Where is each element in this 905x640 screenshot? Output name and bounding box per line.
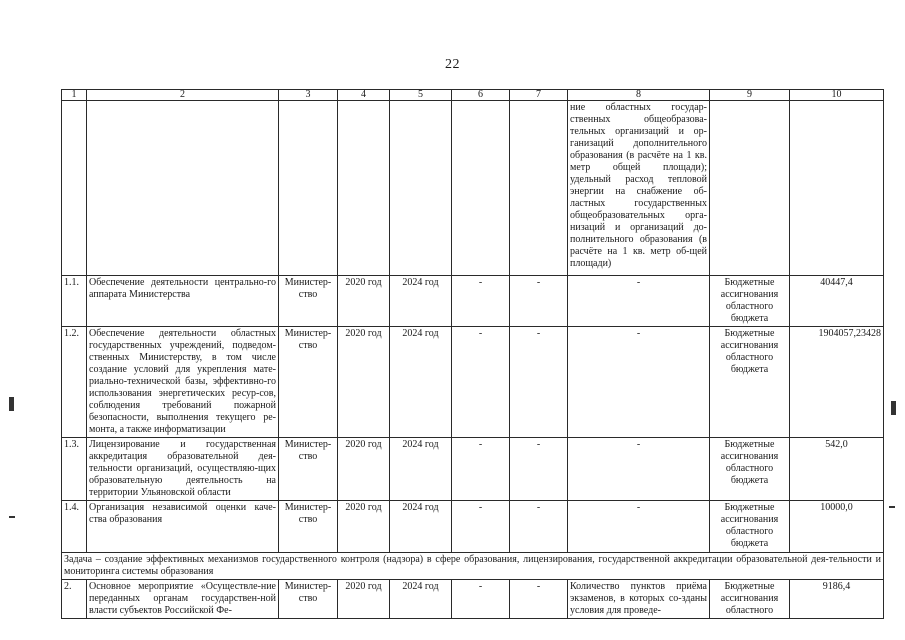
funding-source: Бюджетные ассигнования областного бюджета [710, 438, 790, 501]
indicator-cell: - [568, 327, 710, 438]
amount-cell: 40447,4 [790, 276, 884, 327]
activity-name: Основное мероприятие «Осуществле-ние переданных органам государствен-ной власти субъектов Российской Фе- [87, 580, 279, 619]
indicator-cell: - [568, 438, 710, 501]
end-year: 2024 год [390, 276, 452, 327]
row-number: 1.1. [62, 276, 87, 327]
activity-name: Обеспечение деятельности центрально-го аппарата Министерства [87, 276, 279, 327]
header-cell: 10 [790, 90, 884, 101]
row-number: 2. [62, 580, 87, 619]
header-cell: 9 [710, 90, 790, 101]
start-year: 2020 год [338, 327, 390, 438]
amount-cell: 542,0 [790, 438, 884, 501]
funding-source: Бюджетные ассигнования областного бюджета [710, 327, 790, 438]
task-text: Задача – создание эффективных механизмов государственного контроля (надзора) в сфере образования, лицензирования, государственной аккредитации образовательной дея-тельности и мониторинга системы образования [62, 553, 884, 580]
indicator-cell: ние областных государ-ственных общеобразова-тельных организаций и ор-ганизаций дополнительного образования (в расчёте на 1 кв. метр общей площади); удельный расход тепловой энергии на снабжение об-ластных государственных общеобразовательных орга-низаций и организаций до-полнительного образования (в расчёте на 1 кв. метр об-щей площади) [568, 101, 710, 276]
header-cell: 3 [279, 90, 338, 101]
executor-cell: Министер-ство [279, 501, 338, 553]
executor-cell: Министер-ство [279, 327, 338, 438]
scan-mark [891, 401, 896, 415]
start-year: 2020 год [338, 438, 390, 501]
header-cell: 8 [568, 90, 710, 101]
col7-cell: - [510, 276, 568, 327]
funding-source: Бюджетные ассигнования областного бюджета [710, 501, 790, 553]
program-table [61, 89, 884, 619]
activity-name: Лицензирование и государственная аккредитация образовательной дея-тельности организаций, осуществляю-щих образовательную деятельность на территории Ульяновской области [87, 438, 279, 501]
amount-cell: 1904057,23428 [790, 327, 884, 438]
header-cell: 5 [390, 90, 452, 101]
end-year: 2024 год [390, 438, 452, 501]
col7-cell: - [510, 501, 568, 553]
col7-cell: - [510, 438, 568, 501]
indicator-cell: - [568, 276, 710, 327]
table-row [62, 276, 884, 327]
start-year: 2020 год [338, 580, 390, 619]
funding-source: Бюджетные ассигнования областного [710, 580, 790, 619]
table-row [62, 327, 884, 438]
header-cell: 6 [452, 90, 510, 101]
start-year: 2020 год [338, 276, 390, 327]
row-number: 1.2. [62, 327, 87, 438]
col6-cell: - [452, 438, 510, 501]
header-cell: 4 [338, 90, 390, 101]
col6-cell: - [452, 580, 510, 619]
task-row [62, 553, 884, 580]
activity-name: Обеспечение деятельности областных государственных учреждений, подведом-ственных Министерству, в том числе создание условий для укрепления мате-риально-технической базы, эффективно-го использования энергетических ресур-сов, соблюдения требований пожарной безопасности, выполнения текущего ре-монта, а также информатизации [87, 327, 279, 438]
amount-cell: 10000,0 [790, 501, 884, 553]
executor-cell: Министер-ство [279, 438, 338, 501]
col6-cell: - [452, 276, 510, 327]
activity-name: Организация независимой оценки каче-ства образования [87, 501, 279, 553]
col6-cell: - [452, 501, 510, 553]
end-year: 2024 год [390, 327, 452, 438]
header-row [62, 90, 884, 101]
start-year: 2020 год [338, 501, 390, 553]
header-cell: 7 [510, 90, 568, 101]
amount-cell: 9186,4 [790, 580, 884, 619]
indicator-cell: - [568, 501, 710, 553]
row-number: 1.3. [62, 438, 87, 501]
end-year: 2024 год [390, 501, 452, 553]
header-cell: 2 [87, 90, 279, 101]
executor-cell: Министер-ство [279, 580, 338, 619]
indicator-cell: Количество пунктов приёма экзаменов, в которых со-зданы условия для проведе- [568, 580, 710, 619]
executor-cell: Министер-ство [279, 276, 338, 327]
col6-cell: - [452, 327, 510, 438]
scan-mark [9, 397, 14, 411]
row-number: 1.4. [62, 501, 87, 553]
funding-source: Бюджетные ассигнования областного бюджета [710, 276, 790, 327]
col7-cell: - [510, 327, 568, 438]
table-row [62, 438, 884, 501]
header-cell: 1 [62, 90, 87, 101]
table-row [62, 580, 884, 619]
scan-mark [9, 516, 15, 518]
table-row [62, 501, 884, 553]
page-number: 22 [445, 57, 460, 72]
end-year: 2024 год [390, 580, 452, 619]
continuation-row [62, 101, 884, 276]
scan-mark [889, 506, 895, 508]
col7-cell: - [510, 580, 568, 619]
